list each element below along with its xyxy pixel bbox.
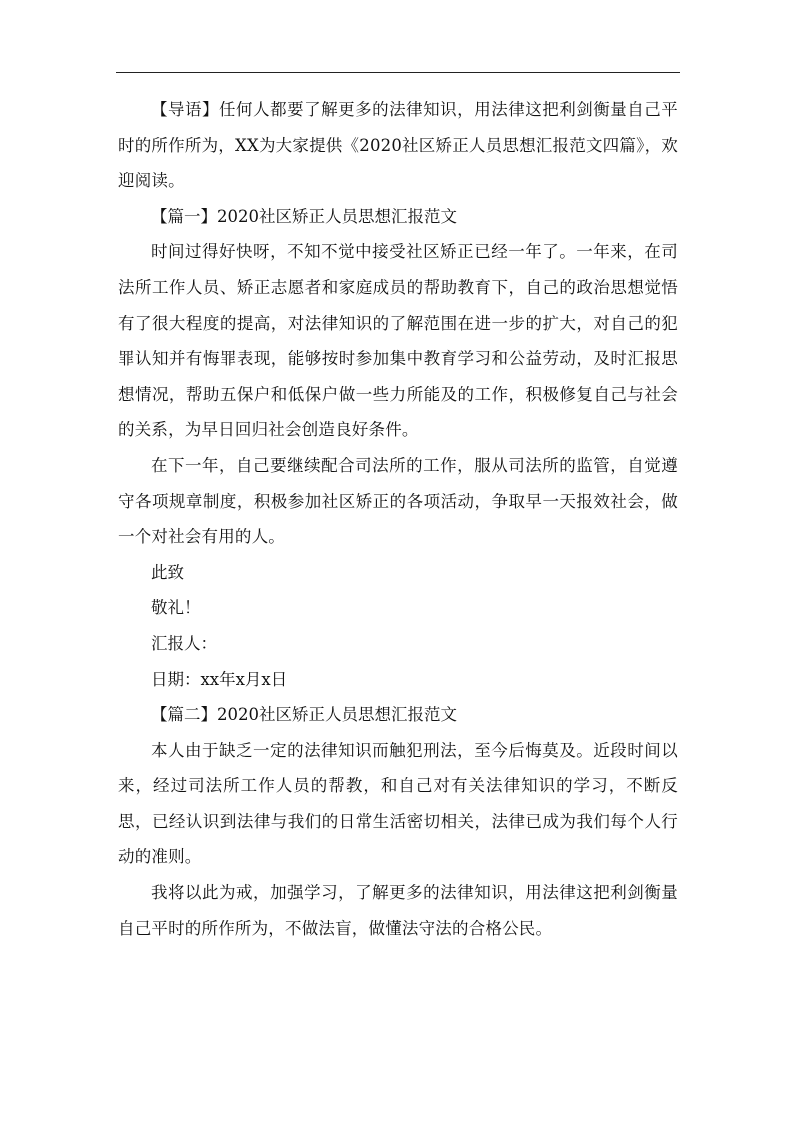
date-line: 日期：xx年x月x日 xyxy=(151,669,288,689)
intro-paragraph: 【导语】任何人都要了解更多的法律知识，用法律这把利剑衡量自己平时的所作所为，XX为大家提供《2020社区矫正人员思想汇报范文四篇》，欢迎阅读。 xyxy=(118,100,678,191)
document-body xyxy=(118,92,678,946)
header-rule xyxy=(116,72,680,73)
section2-paragraph-2: 我将以此为戒，加强学习，了解更多的法律知识，用法律这把利剑衡量自己平时的所作所为，不做法盲，做懂法守法的合格公民。 xyxy=(118,883,678,938)
reporter-label: 汇报人： xyxy=(151,633,217,653)
section1-heading: 【篇一】2020社区矫正人员思想汇报范文 xyxy=(151,206,457,226)
section1-paragraph-1: 时间过得好快呀，不知不觉中接受社区矫正已经一年了。一年来，在司法所工作人员、矫正志愿者和家庭成员的帮助教育下，自己的政治思想觉悟有了很大程度的提高，对法律知识的了解范围在进一步的扩大，对自己的犯罪认知并有悔罪表现，能够按时参加集中教育学习和公益劳动，及时汇报思想情况，帮助五保户和低保户做一些力所能及的工作，积极修复自己与社会的关系，为早日回归社会创造良好条件。 xyxy=(118,242,678,440)
closing-salutation: 此致 xyxy=(151,562,184,582)
section2-paragraph-1: 本人由于缺乏一定的法律知识而触犯刑法，至今后悔莫及。近段时间以来，经过司法所工作人员的帮教，和自己对有关法律知识的学习，不断反思，已经认识到法律与我们的日常生活密切相关，法律已成为我们每个人行动的准则。 xyxy=(118,740,678,867)
section1-paragraph-2: 在下一年，自己要继续配合司法所的工作，服从司法所的监管，自觉遵守各项规章制度，积极参加社区矫正的各项活动，争取早一天报效社会，做一个对社会有用的人。 xyxy=(118,455,678,547)
section2-heading: 【篇二】2020社区矫正人员思想汇报范文 xyxy=(151,705,457,725)
closing-regards: 敬礼！ xyxy=(151,598,201,618)
